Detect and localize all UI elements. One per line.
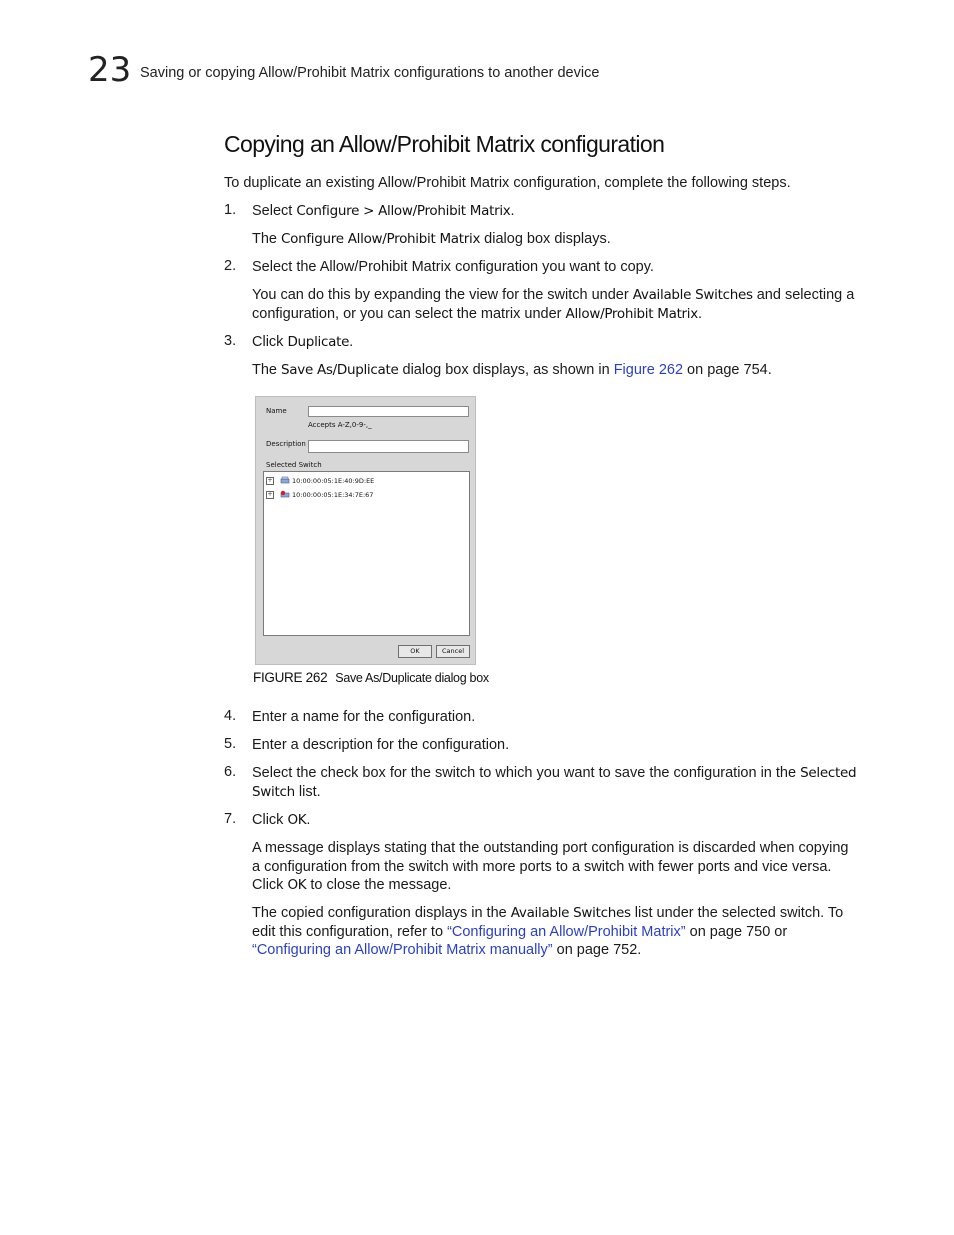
step-3-number: 3. <box>224 333 237 349</box>
figure-label: FIGURE 262 <box>253 670 328 685</box>
step-4-number: 4. <box>224 708 237 724</box>
step-1-note-pre: The <box>252 231 282 247</box>
step-6-pre: Select the check box for the switch to which you want to save the configuration in the <box>252 765 801 781</box>
step-3-note-post: on page 754. <box>683 362 772 378</box>
selected-switch-list[interactable] <box>263 471 470 636</box>
selected-ref: Selected <box>800 765 857 781</box>
name-input[interactable] <box>308 406 469 417</box>
expand-icon[interactable]: + <box>267 490 273 498</box>
menu-path: Configure > Allow/Prohibit Matrix <box>296 203 511 219</box>
step-7-note-1 <box>252 839 872 895</box>
available-switches-ref: Available Switches <box>510 905 631 921</box>
step-3-text <box>252 333 353 352</box>
step-1-post: . <box>510 203 515 219</box>
ok-ref: OK <box>287 812 307 828</box>
step-1-note <box>252 230 611 249</box>
step-6-post: list. <box>294 783 321 800</box>
note-1-pre: Click <box>252 877 288 893</box>
name-label: Name <box>266 407 287 415</box>
name-hint: Accepts A-Z,0-9-,_ <box>308 421 372 429</box>
section-title: Copying an Allow/Prohibit Matrix configuration <box>224 131 665 157</box>
note-2-post: on page 752. <box>552 942 642 958</box>
step-5-number: 5. <box>224 736 237 752</box>
note-1-line-2: a configuration from the switch with more ports to a switch with fewer ports and vice versa. <box>252 858 832 875</box>
figure-link[interactable]: Figure 262 <box>613 362 684 378</box>
matrix-ref: Allow/Prohibit Matrix <box>565 305 698 322</box>
step-2-note <box>252 286 872 323</box>
switch-wwn: 10:00:00:05:1E:34:7E:67 <box>292 490 374 499</box>
step-1-pre: Select <box>252 203 297 219</box>
switch-ref: Switch <box>252 783 295 800</box>
step-3-note-mid: dialog box displays, as shown in <box>398 362 614 378</box>
intro-paragraph: To duplicate an existing Allow/Prohibit Matrix configuration, complete the following steps. <box>224 175 791 191</box>
step-3-post: . <box>349 334 354 350</box>
step-1-text <box>252 202 515 221</box>
note-1-line-1: A message displays stating that the outstanding port configuration is discarded when copying <box>252 840 849 856</box>
configuring-matrix-manually-link[interactable]: “Configuring an Allow/Prohibit Matrix manually” <box>252 942 553 958</box>
configuring-matrix-link[interactable]: “Configuring an Allow/Prohibit Matrix” <box>447 923 686 940</box>
ok-ref: OK <box>287 877 307 893</box>
switch-error-icon <box>280 490 290 499</box>
description-label: Description <box>266 440 306 448</box>
step-3-pre: Click <box>252 334 288 350</box>
step-3-note <box>252 361 772 380</box>
description-input[interactable] <box>308 440 469 453</box>
dialog-name: Configure Allow/Prohibit Matrix <box>281 231 481 247</box>
step-4-text: Enter a name for the configuration. <box>252 709 476 725</box>
switch-icon <box>280 476 290 485</box>
selected-switch-label: Selected Switch <box>266 461 322 469</box>
step-7-number: 7. <box>224 811 237 827</box>
note-2-mid: list under the selected switch. To <box>630 905 844 921</box>
figure-title: Save As/Duplicate dialog box <box>335 671 489 685</box>
note-2-pre: The copied configuration displays in the <box>252 905 511 921</box>
note-1-post: to close the message. <box>306 877 452 893</box>
step-7-text <box>252 811 310 830</box>
save-as-duplicate-dialog <box>255 396 476 665</box>
step-1-number: 1. <box>224 202 237 218</box>
expand-icon[interactable]: + <box>267 476 273 484</box>
step-1-note-post: dialog box displays. <box>480 231 611 247</box>
running-head: Saving or copying Allow/Prohibit Matrix configurations to another device <box>140 65 600 81</box>
step-2-note-pre: You can do this by expanding the view for the switch under <box>252 287 633 303</box>
duplicate-ref: Duplicate <box>287 334 350 350</box>
step-6-text <box>252 764 872 801</box>
step-6-number: 6. <box>224 764 237 780</box>
switch-row[interactable] <box>266 489 373 500</box>
step-3-note-pre: The <box>252 362 282 378</box>
step-2-text: Select the Allow/Prohibit Matrix configuration you want to copy. <box>252 259 654 275</box>
step-7-post: . <box>306 812 311 828</box>
save-as-duplicate-ref: Save As/Duplicate <box>281 362 399 378</box>
cancel-button[interactable]: Cancel <box>436 645 470 658</box>
note-2-mid2: on page 750 or <box>685 923 788 940</box>
step-2-note-mid: and selecting a configuration, or you can select the matrix under <box>252 287 855 322</box>
figure-caption <box>253 670 489 685</box>
step-5-text: Enter a description for the configuration. <box>252 737 510 753</box>
note-2-pre2: edit this configuration, refer to <box>252 923 448 940</box>
step-7-note-2 <box>252 904 872 960</box>
step-2-number: 2. <box>224 258 237 274</box>
switch-wwn: 10:00:00:05:1E:40:9D:EE <box>292 476 375 485</box>
available-switches-ref: Available Switches <box>632 287 753 303</box>
chapter-number: 23 <box>88 50 132 90</box>
step-2-note-post: . <box>697 305 702 322</box>
step-7-pre: Click <box>252 812 288 828</box>
switch-row[interactable] <box>266 475 374 486</box>
ok-button[interactable]: OK <box>398 645 432 658</box>
